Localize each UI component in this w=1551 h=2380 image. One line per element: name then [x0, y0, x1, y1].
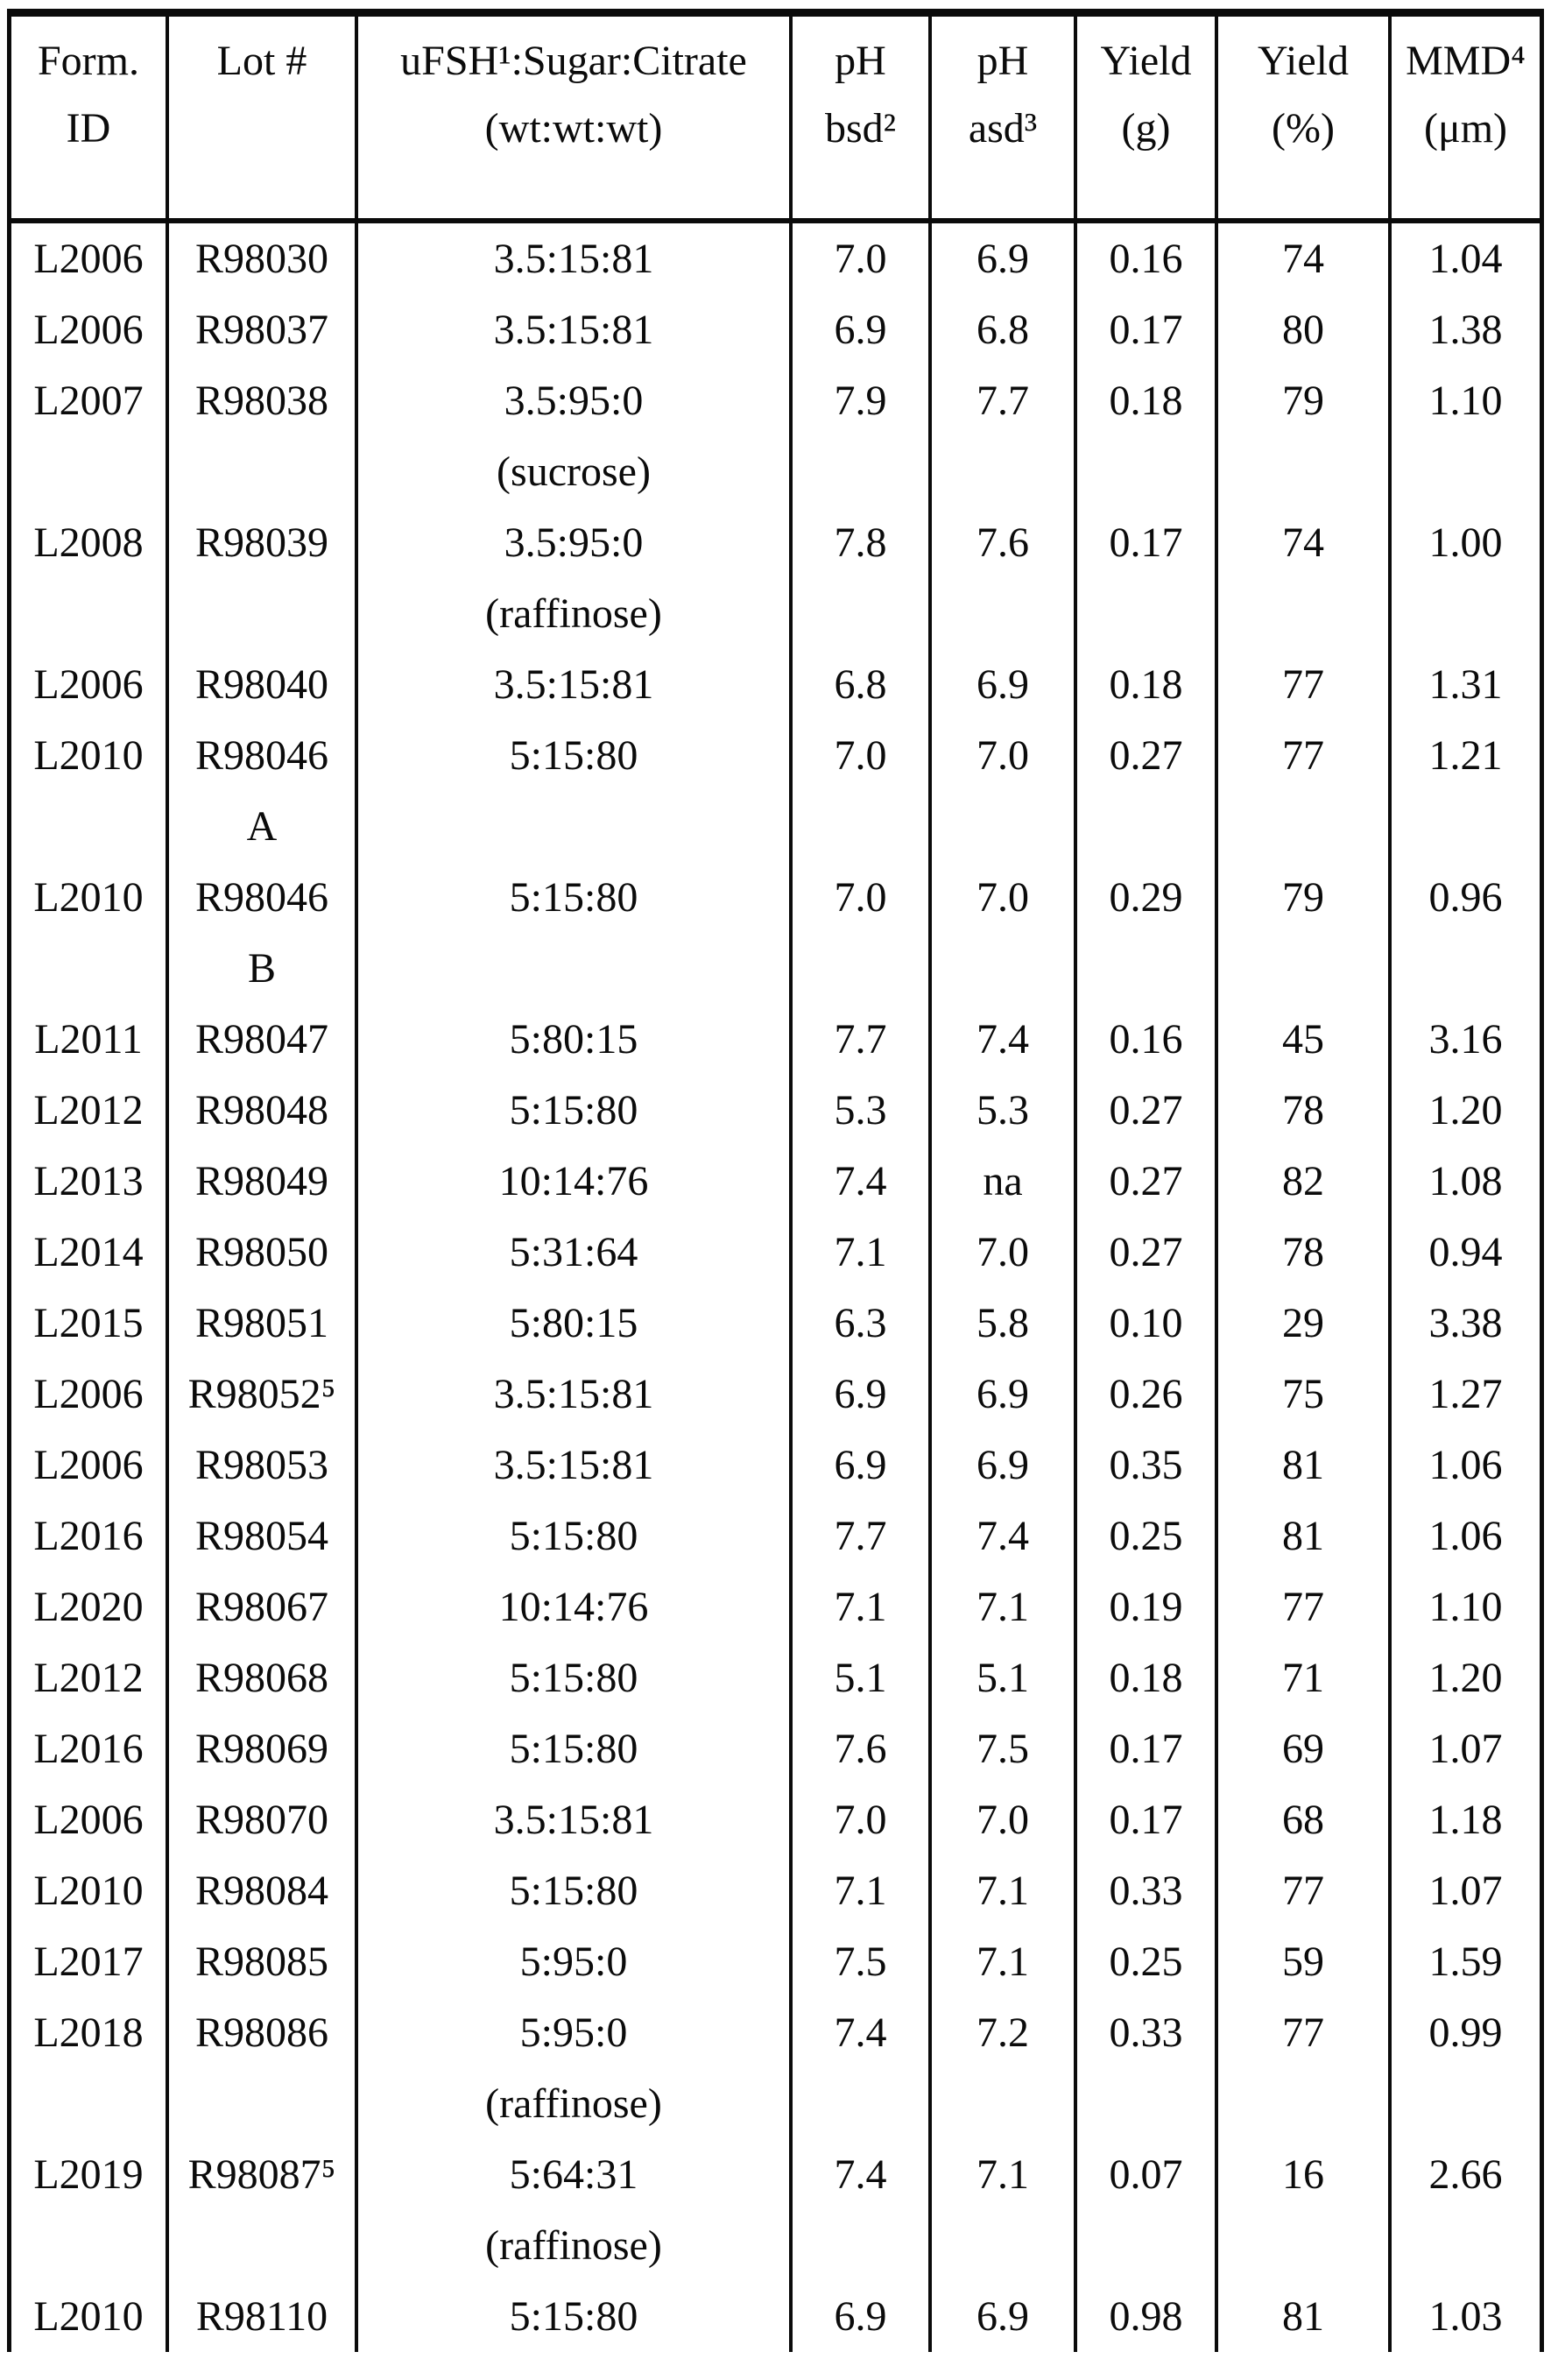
cell-ph-asd: 7.5	[932, 1713, 1077, 1784]
cell-ratio: 3.5:95:0 (sucrose)	[358, 365, 793, 507]
cell-yield-g: 0.18	[1077, 1642, 1218, 1713]
cell-yield-pct: 81	[1218, 2281, 1392, 2352]
cell-yield-g: 0.33	[1077, 1855, 1218, 1926]
cell-lot: R98048	[169, 1075, 358, 1146]
cell-mmd: 1.07	[1428, 1868, 1503, 1914]
table-row	[11, 1288, 1540, 1359]
cell-yield-g: 0.18	[1077, 365, 1218, 507]
cell-ratio: 5:64:31 (raffinose)	[358, 2139, 793, 2281]
cell-yield-g: 0.25	[1077, 1501, 1218, 1571]
column-header-yield-pct: Yield (%)	[1218, 17, 1392, 218]
cell-yield-g: 0.29	[1077, 862, 1218, 1004]
cell-yield-pct: 68	[1218, 1784, 1392, 1855]
cell-yield-g: 0.17	[1077, 507, 1218, 649]
cell-lot: R98067	[169, 1571, 358, 1642]
cell-form-id: L2016	[11, 1713, 169, 1784]
cell-mmd: 1.27	[1428, 1371, 1503, 1417]
cell-ratio: 3.5:15:81	[358, 1784, 793, 1855]
cell-form-id: L2006	[11, 1359, 169, 1430]
cell-ph-asd: 7.1	[932, 1926, 1077, 1997]
table-row	[11, 1713, 1540, 1784]
cell-yield-pct: 77	[1218, 720, 1392, 862]
table-row	[11, 294, 1540, 365]
cell-ph-bsd: 7.1	[793, 1217, 932, 1288]
cell-ph-asd: na	[932, 1146, 1077, 1217]
cell-ph-bsd: 7.1	[793, 1571, 932, 1642]
cell-yield-pct: 80	[1218, 294, 1392, 365]
cell-ph-bsd: 6.9	[793, 294, 932, 365]
cell-lot: R98046 B	[169, 862, 358, 1004]
cell-ratio: 5:15:80	[358, 2281, 793, 2352]
cell-ph-bsd: 5.3	[793, 1075, 932, 1146]
cell-yield-g: 0.10	[1077, 1288, 1218, 1359]
cell-yield-pct: 59	[1218, 1926, 1392, 1997]
cell-ph-bsd: 7.0	[793, 862, 932, 1004]
cell-lot: R98040	[169, 649, 358, 720]
table-row	[11, 507, 1540, 649]
cell-lot: R98086	[169, 1997, 358, 2139]
cell-ratio: 5:15:80	[358, 1501, 793, 1571]
cell-yield-g: 0.26	[1077, 1359, 1218, 1430]
cell-yield-pct: 77	[1218, 1997, 1392, 2139]
cell-mmd: 0.99	[1428, 2009, 1503, 2056]
cell-form-id: L2020	[11, 1571, 169, 1642]
cell-ph-bsd: 7.6	[793, 1713, 932, 1784]
cell-yield-g: 0.18	[1077, 649, 1218, 720]
cell-form-id: L2006	[11, 294, 169, 365]
cell-lot: R98068	[169, 1642, 358, 1713]
table-row	[11, 1926, 1540, 1997]
cell-form-id: L2006	[11, 1784, 169, 1855]
table-row	[11, 1501, 1540, 1571]
cell-lot: R98053	[169, 1430, 358, 1501]
cell-ph-asd: 6.9	[932, 2281, 1077, 2352]
cell-yield-g: 0.98	[1077, 2281, 1218, 2352]
cell-form-id: L2010	[11, 862, 169, 1004]
cell-ratio: 5:15:80	[358, 862, 793, 1004]
cell-mmd: 1.07	[1428, 1726, 1503, 1772]
cell-ph-bsd: 7.0	[793, 223, 932, 294]
cell-ph-asd: 7.1	[932, 1571, 1077, 1642]
table-row	[11, 720, 1540, 862]
cell-mmd: 1.21	[1428, 732, 1503, 779]
cell-yield-pct: 81	[1218, 1501, 1392, 1571]
cell-yield-g: 0.17	[1077, 294, 1218, 365]
cell-lot: R98050	[169, 1217, 358, 1288]
cell-form-id: L2007	[11, 365, 169, 507]
column-header-ratio: uFSH¹:Sugar:Citrate (wt:wt:wt)	[358, 17, 793, 218]
cell-yield-pct: 16	[1218, 2139, 1392, 2281]
table-body	[11, 223, 1540, 2352]
cell-ph-bsd: 7.4	[793, 1997, 932, 2139]
cell-form-id: L2017	[11, 1926, 169, 1997]
cell-ratio: 5:80:15	[358, 1288, 793, 1359]
cell-ratio: 5:15:80	[358, 720, 793, 862]
table-row	[11, 365, 1540, 507]
cell-ph-asd: 7.4	[932, 1004, 1077, 1075]
cell-form-id: L2018	[11, 1997, 169, 2139]
cell-ph-asd: 7.4	[932, 1501, 1077, 1571]
cell-mmd: 1.06	[1428, 1442, 1503, 1488]
table-row	[11, 2281, 1540, 2352]
cell-mmd: 1.31	[1428, 661, 1503, 708]
cell-lot: R98046 A	[169, 720, 358, 862]
cell-ph-bsd: 7.5	[793, 1926, 932, 1997]
cell-yield-pct: 74	[1218, 223, 1392, 294]
column-header-yield-g: Yield (g)	[1077, 17, 1218, 218]
cell-yield-pct: 69	[1218, 1713, 1392, 1784]
cell-lot: R98084	[169, 1855, 358, 1926]
cell-ph-asd: 5.1	[932, 1642, 1077, 1713]
cell-ph-asd: 7.0	[932, 720, 1077, 862]
cell-ph-asd: 7.0	[932, 1217, 1077, 1288]
table-row	[11, 1784, 1540, 1855]
cell-lot: R98051	[169, 1288, 358, 1359]
table-row	[11, 1359, 1540, 1430]
cell-ph-bsd: 7.0	[793, 720, 932, 862]
cell-form-id: L2013	[11, 1146, 169, 1217]
cell-ratio: 3.5:95:0 (raffinose)	[358, 507, 793, 649]
cell-yield-g: 0.07	[1077, 2139, 1218, 2281]
cell-yield-pct: 79	[1218, 365, 1392, 507]
cell-ph-asd: 7.0	[932, 1784, 1077, 1855]
cell-ratio: 3.5:15:81	[358, 294, 793, 365]
cell-mmd: 1.20	[1428, 1087, 1503, 1134]
cell-yield-pct: 45	[1218, 1004, 1392, 1075]
cell-ratio: 3.5:15:81	[358, 223, 793, 294]
cell-lot: R98085	[169, 1926, 358, 1997]
table-row	[11, 1146, 1540, 1217]
table-row	[11, 2139, 1540, 2281]
column-header-ph-bsd: pH bsd²	[793, 17, 932, 218]
table-row	[11, 649, 1540, 720]
cell-lot: R98110	[169, 2281, 358, 2352]
cell-ph-bsd: 5.1	[793, 1642, 932, 1713]
cell-ph-bsd: 6.9	[793, 1430, 932, 1501]
cell-ph-asd: 6.9	[932, 223, 1077, 294]
cell-ratio: 3.5:15:81	[358, 649, 793, 720]
cell-mmd: 1.20	[1428, 1655, 1503, 1701]
cell-ph-bsd: 7.7	[793, 1004, 932, 1075]
cell-form-id: L2006	[11, 223, 169, 294]
cell-form-id: L2010	[11, 2281, 169, 2352]
table-row	[11, 223, 1540, 294]
cell-mmd: 1.00	[1428, 519, 1503, 566]
cell-ratio: 3.5:15:81	[358, 1359, 793, 1430]
cell-form-id: L2006	[11, 649, 169, 720]
cell-yield-g: 0.19	[1077, 1571, 1218, 1642]
cell-yield-pct: 77	[1218, 1571, 1392, 1642]
cell-mmd: 3.16	[1428, 1016, 1503, 1063]
cell-ratio: 5:15:80	[358, 1075, 793, 1146]
cell-ph-bsd: 7.8	[793, 507, 932, 649]
table-row	[11, 1855, 1540, 1926]
cell-yield-pct: 79	[1218, 862, 1392, 1004]
cell-mmd: 1.59	[1428, 1939, 1503, 1985]
cell-lot: R98030	[169, 223, 358, 294]
cell-form-id: L2012	[11, 1075, 169, 1146]
table-row	[11, 1217, 1540, 1288]
formulation-results-table	[7, 9, 1544, 2352]
cell-form-id: L2012	[11, 1642, 169, 1713]
table-header-row	[11, 17, 1540, 223]
cell-ph-asd: 7.6	[932, 507, 1077, 649]
cell-form-id: L2015	[11, 1288, 169, 1359]
cell-ph-bsd: 7.4	[793, 2139, 932, 2281]
cell-ratio: 5:95:0	[358, 1926, 793, 1997]
cell-lot: R98047	[169, 1004, 358, 1075]
cell-lot: R98039	[169, 507, 358, 649]
cell-ph-bsd: 6.9	[793, 1359, 932, 1430]
table-row	[11, 1642, 1540, 1713]
cell-yield-pct: 77	[1218, 1855, 1392, 1926]
cell-yield-g: 0.17	[1077, 1713, 1218, 1784]
cell-lot: R98087⁵	[169, 2139, 358, 2281]
cell-yield-g: 0.16	[1077, 223, 1218, 294]
cell-lot: R98037	[169, 294, 358, 365]
cell-form-id: L2011	[11, 1004, 169, 1075]
cell-lot: R98052⁵	[169, 1359, 358, 1430]
cell-ph-asd: 7.1	[932, 2139, 1077, 2281]
cell-yield-pct: 75	[1218, 1359, 1392, 1430]
cell-yield-g: 0.17	[1077, 1784, 1218, 1855]
cell-ph-asd: 6.9	[932, 649, 1077, 720]
cell-yield-pct: 77	[1218, 649, 1392, 720]
cell-form-id: L2010	[11, 720, 169, 862]
cell-mmd: 1.10	[1428, 1584, 1503, 1630]
cell-ph-bsd: 6.3	[793, 1288, 932, 1359]
table-row	[11, 1571, 1540, 1642]
cell-yield-g: 0.25	[1077, 1926, 1218, 1997]
cell-yield-g: 0.16	[1077, 1004, 1218, 1075]
cell-mmd: 0.94	[1428, 1229, 1503, 1275]
cell-yield-pct: 74	[1218, 507, 1392, 649]
cell-lot: R98049	[169, 1146, 358, 1217]
cell-mmd: 0.96	[1428, 874, 1503, 921]
cell-yield-g: 0.27	[1077, 1075, 1218, 1146]
cell-ph-asd: 6.8	[932, 294, 1077, 365]
cell-lot: R98054	[169, 1501, 358, 1571]
cell-ph-bsd: 6.9	[793, 2281, 932, 2352]
cell-ratio: 10:14:76	[358, 1571, 793, 1642]
cell-ph-asd: 5.3	[932, 1075, 1077, 1146]
cell-ratio: 5:80:15	[358, 1004, 793, 1075]
cell-yield-g: 0.35	[1077, 1430, 1218, 1501]
cell-mmd: 1.03	[1428, 2293, 1503, 2340]
cell-ratio: 3.5:15:81	[358, 1430, 793, 1501]
cell-ph-asd: 7.7	[932, 365, 1077, 507]
table-row	[11, 1004, 1540, 1075]
cell-lot: R98038	[169, 365, 358, 507]
cell-ph-bsd: 6.8	[793, 649, 932, 720]
cell-mmd: 1.38	[1428, 307, 1503, 353]
cell-mmd: 2.66	[1428, 2151, 1503, 2198]
cell-ph-bsd: 7.4	[793, 1146, 932, 1217]
cell-mmd: 1.08	[1428, 1158, 1503, 1204]
cell-ph-asd: 6.9	[932, 1359, 1077, 1430]
cell-mmd: 1.18	[1428, 1797, 1503, 1843]
cell-ratio: 5:15:80	[358, 1642, 793, 1713]
cell-ratio: 5:15:80	[358, 1713, 793, 1784]
cell-ph-asd: 7.2	[932, 1997, 1077, 2139]
cell-yield-pct: 29	[1218, 1288, 1392, 1359]
cell-yield-pct: 78	[1218, 1217, 1392, 1288]
cell-mmd: 3.38	[1428, 1300, 1503, 1346]
cell-form-id: L2019	[11, 2139, 169, 2281]
column-header-ph-asd: pH asd³	[932, 17, 1077, 218]
cell-ph-asd: 7.1	[932, 1855, 1077, 1926]
table-row	[11, 862, 1540, 1004]
cell-form-id: L2016	[11, 1501, 169, 1571]
cell-form-id: L2014	[11, 1217, 169, 1288]
table-row	[11, 1997, 1540, 2139]
cell-yield-pct: 78	[1218, 1075, 1392, 1146]
cell-ph-asd: 6.9	[932, 1430, 1077, 1501]
cell-mmd: 1.10	[1428, 378, 1503, 424]
column-header-mmd: MMD⁴ (μm)	[1406, 38, 1526, 152]
table-row	[11, 1430, 1540, 1501]
cell-lot: R98069	[169, 1713, 358, 1784]
cell-form-id: L2010	[11, 1855, 169, 1926]
column-header-form-id: Form. ID	[11, 17, 169, 218]
cell-form-id: L2006	[11, 1430, 169, 1501]
table-row	[11, 1075, 1540, 1146]
cell-yield-pct: 81	[1218, 1430, 1392, 1501]
cell-ph-bsd: 7.7	[793, 1501, 932, 1571]
cell-yield-g: 0.27	[1077, 1217, 1218, 1288]
cell-ratio: 5:31:64	[358, 1217, 793, 1288]
cell-ph-bsd: 7.1	[793, 1855, 932, 1926]
cell-yield-pct: 71	[1218, 1642, 1392, 1713]
cell-ph-asd: 5.8	[932, 1288, 1077, 1359]
cell-yield-g: 0.33	[1077, 1997, 1218, 2139]
cell-yield-pct: 82	[1218, 1146, 1392, 1217]
cell-form-id: L2008	[11, 507, 169, 649]
cell-mmd: 1.04	[1428, 236, 1503, 282]
column-header-lot: Lot #	[169, 17, 358, 218]
cell-ratio: 10:14:76	[358, 1146, 793, 1217]
cell-yield-g: 0.27	[1077, 720, 1218, 862]
cell-ph-bsd: 7.9	[793, 365, 932, 507]
cell-ratio: 5:95:0 (raffinose)	[358, 1997, 793, 2139]
cell-mmd: 1.06	[1428, 1513, 1503, 1559]
cell-yield-g: 0.27	[1077, 1146, 1218, 1217]
cell-ph-asd: 7.0	[932, 862, 1077, 1004]
cell-lot: R98070	[169, 1784, 358, 1855]
cell-ph-bsd: 7.0	[793, 1784, 932, 1855]
cell-ratio: 5:15:80	[358, 1855, 793, 1926]
